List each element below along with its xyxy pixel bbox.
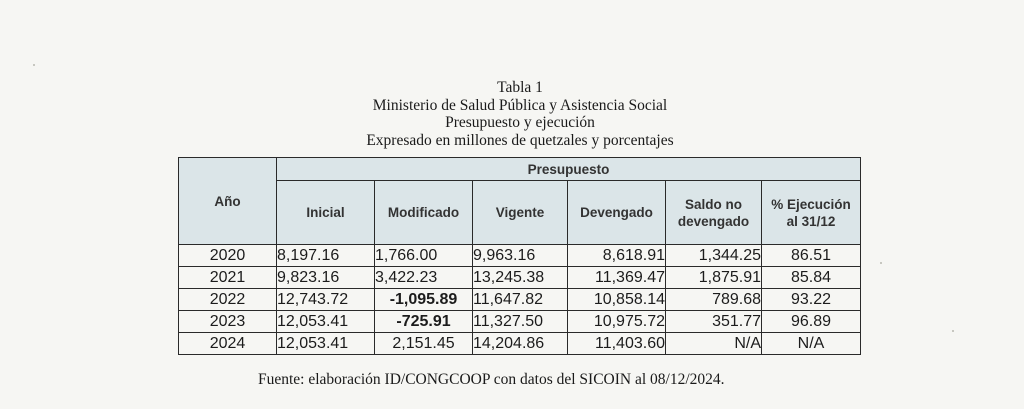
cell-ejecucion: 86.51	[762, 245, 861, 267]
cell-devengado: 10,858.14	[568, 289, 666, 311]
table-row	[179, 333, 861, 355]
cell-saldo: 1,344.25	[666, 245, 762, 267]
paper-speck	[880, 262, 882, 264]
cell-inicial: 12,053.41	[277, 311, 375, 333]
cell-year: 2020	[179, 245, 277, 267]
cell-devengado: 8,618.91	[568, 245, 666, 267]
paper-speck	[33, 64, 35, 66]
cell-vigente: 9,963.16	[473, 245, 568, 267]
header-saldo-line2: devengado	[677, 213, 750, 229]
header-presupuesto: Presupuesto	[277, 158, 861, 181]
paper-speck	[952, 330, 954, 332]
budget-table	[178, 157, 861, 355]
header-saldo-line1: Saldo no	[685, 196, 742, 212]
header-ejecucion-line2: al 31/12	[786, 213, 836, 229]
caption-institution: Ministerio de Salud Pública y Asistencia Social	[372, 96, 668, 114]
cell-year: 2023	[179, 311, 277, 333]
header-row-columns	[179, 181, 861, 245]
cell-ejecucion: 96.89	[762, 311, 861, 333]
cell-inicial: 12,743.72	[277, 289, 375, 311]
caption-table-number: Tabla 1	[497, 79, 543, 96]
cell-modificado: 3,422.23	[375, 267, 473, 289]
header-ejecucion	[762, 181, 861, 245]
cell-saldo: 1,875.91	[666, 267, 762, 289]
cell-ejecucion: 85.84	[762, 267, 861, 289]
cell-ejecucion: N/A	[762, 333, 861, 355]
header-saldo-no-devengado	[666, 181, 762, 245]
header-row-group	[179, 158, 861, 181]
header-year: Año	[179, 158, 277, 245]
cell-devengado: 11,403.60	[568, 333, 666, 355]
cell-vigente: 13,245.38	[473, 267, 568, 289]
cell-devengado: 10,975.72	[568, 311, 666, 333]
header-ejecucion-line1: % Ejecución	[771, 196, 851, 212]
cell-year: 2022	[179, 289, 277, 311]
header-modificado: Modificado	[375, 181, 473, 245]
cell-modificado-negative: -1,095.89	[375, 289, 473, 311]
table-row	[179, 267, 861, 289]
cell-ejecucion: 93.22	[762, 289, 861, 311]
cell-inicial: 8,197.16	[277, 245, 375, 267]
table-caption	[0, 79, 1024, 149]
cell-inicial: 9,823.16	[277, 267, 375, 289]
cell-vigente: 11,327.50	[473, 311, 568, 333]
header-vigente: Vigente	[473, 181, 568, 245]
cell-vigente: 11,647.82	[473, 289, 568, 311]
caption-subject: Presupuesto y ejecución	[445, 114, 595, 131]
header-inicial: Inicial	[277, 181, 375, 245]
cell-devengado: 11,369.47	[568, 267, 666, 289]
cell-saldo: N/A	[666, 333, 762, 355]
cell-saldo: 789.68	[666, 289, 762, 311]
cell-saldo: 351.77	[666, 311, 762, 333]
table-row	[179, 245, 861, 267]
cell-modificado-negative: -725.91	[375, 311, 473, 333]
cell-modificado: 1,766.00	[375, 245, 473, 267]
cell-modificado: 2,151.45	[375, 333, 473, 355]
cell-year: 2024	[179, 333, 277, 355]
header-devengado: Devengado	[568, 181, 666, 245]
table-row	[179, 311, 861, 333]
table-row	[179, 289, 861, 311]
cell-inicial: 12,053.41	[277, 333, 375, 355]
cell-vigente: 14,204.86	[473, 333, 568, 355]
source-note: Fuente: elaboración ID/CONGCOOP con datos del SICOIN al 08/12/2024.	[258, 371, 725, 388]
cell-year: 2021	[179, 267, 277, 289]
caption-units: Expresado en millones de quetzales y porcentajes	[366, 131, 674, 149]
